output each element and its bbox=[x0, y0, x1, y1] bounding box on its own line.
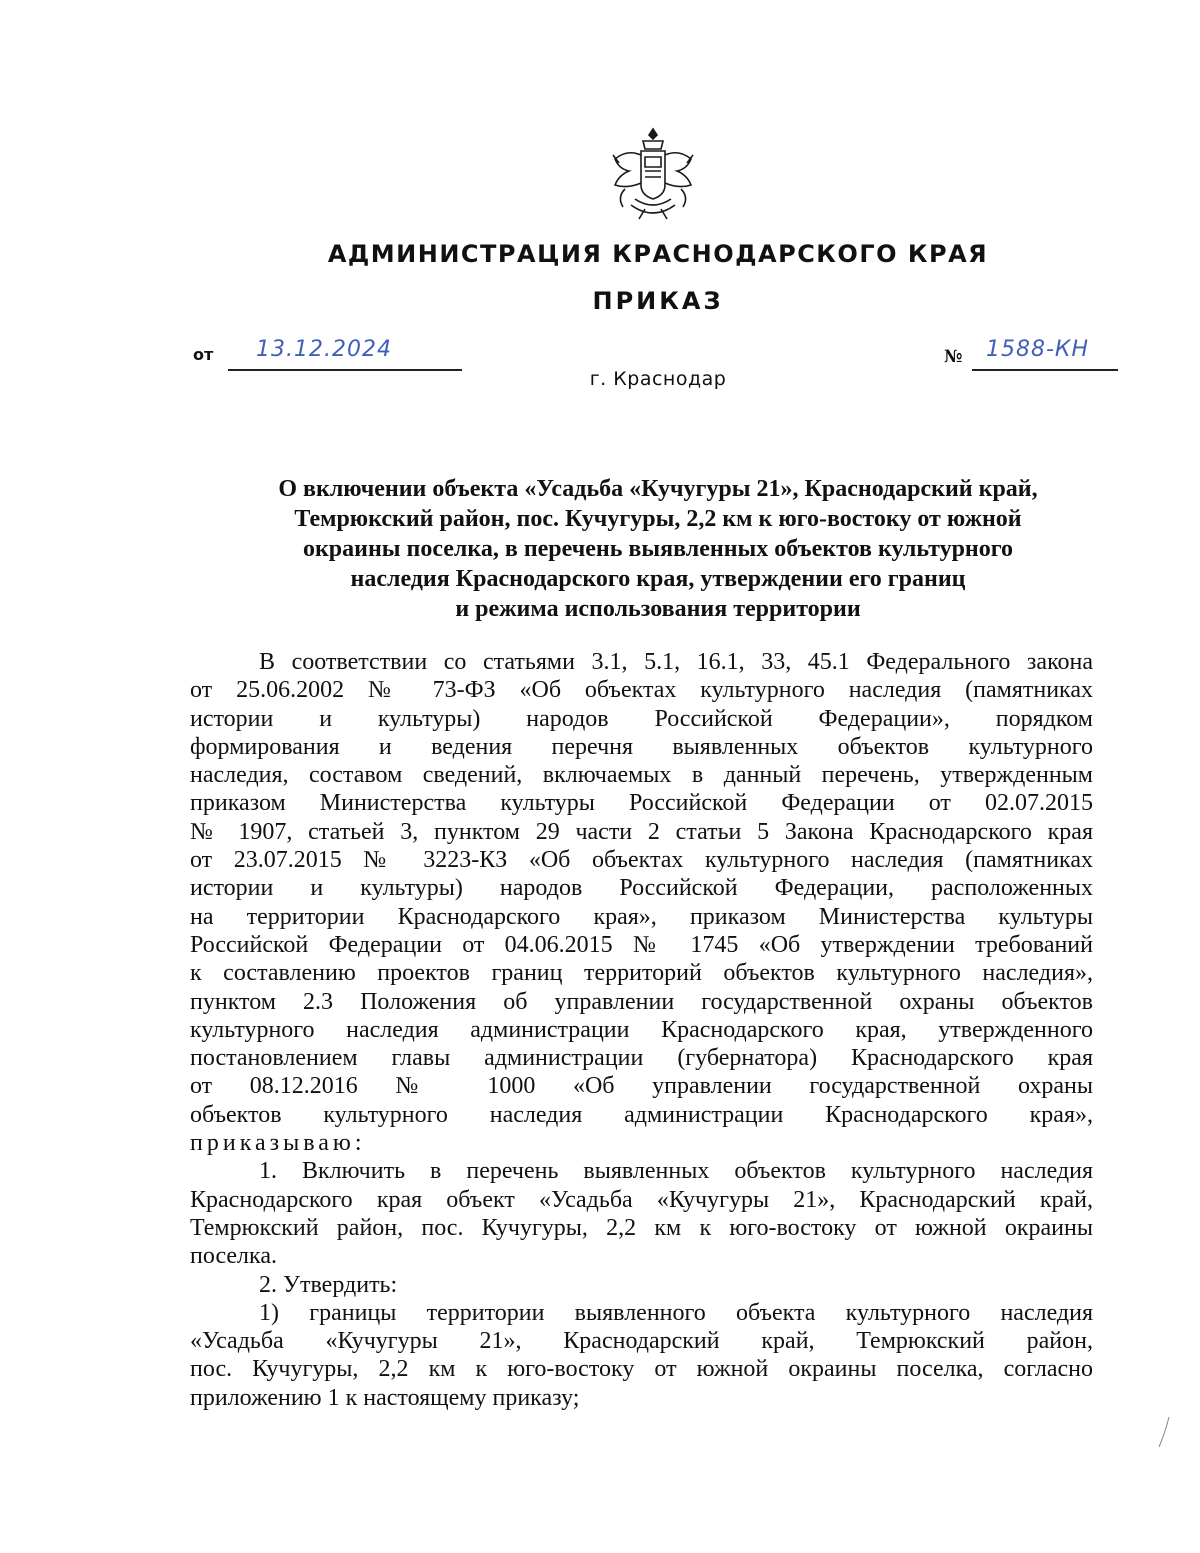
body-line: пунктом 2.3 Положения об управлении государственной охраны объектов bbox=[190, 988, 1093, 1015]
body-line: объектов культурного наследия администрации Краснодарского края», bbox=[190, 1101, 1093, 1128]
date-value: 13.12.2024 bbox=[256, 337, 392, 362]
date-label: от bbox=[193, 345, 214, 364]
body-line: Российской Федерации от 04.06.2015 № 1745 «Об утверждении требований bbox=[190, 931, 1093, 958]
subject-line: наследия Краснодарского края, утверждении его границ bbox=[350, 566, 966, 592]
organization-title: АДМИНИСТРАЦИЯ КРАСНОДАРСКОГО КРАЯ bbox=[327, 240, 989, 268]
body-line: от 08.12.2016 № 1000 «Об управлении государственной охраны bbox=[190, 1073, 1093, 1100]
body-line: приказываю: bbox=[190, 1130, 366, 1157]
coat-of-arms-icon bbox=[605, 125, 701, 225]
body-line: на территории Краснодарского края», приказом Министерства культуры bbox=[190, 903, 1093, 930]
body-line: Темрюкский район, пос. Кучугуры, 2,2 км к юго-востоку от южной окраины bbox=[190, 1214, 1093, 1241]
body-line: поселка. bbox=[190, 1243, 277, 1270]
body-line: от 25.06.2002 № 73-ФЗ «Об объектах культурного наследия (памятниках bbox=[190, 677, 1093, 704]
body-line: приказом Министерства культуры Российской Федерации от 02.07.2015 bbox=[190, 790, 1093, 817]
body-line: наследия, составом сведений, включаемых в данный перечень, утвержденным bbox=[190, 762, 1093, 789]
body-line: к составлению проектов границ территорий объектов культурного наследия», bbox=[190, 960, 1093, 987]
body-line: формирования и ведения перечня выявленных объектов культурного bbox=[190, 733, 1093, 760]
body-line: В соответствии со статьями 3.1, 5.1, 16.1, 33, 45.1 Федерального закона bbox=[259, 649, 1093, 675]
subject-line: Темрюкский район, пос. Кучугуры, 2,2 км к юго-востоку от южной bbox=[294, 506, 1022, 532]
body-line: культурного наследия администрации Краснодарского края, утвержденного bbox=[190, 1016, 1093, 1043]
body-line: истории и культуры) народов Российской Федерации, расположенных bbox=[190, 875, 1093, 902]
number-value: 1588-КН bbox=[986, 337, 1090, 362]
body-line: 1) границы территории выявленного объекта культурного наследия bbox=[259, 1299, 1093, 1326]
body-line: № 1907, статьей 3, пунктом 29 части 2 статьи 5 Закона Краснодарского края bbox=[190, 818, 1093, 845]
body-line: 2. Утвердить: bbox=[259, 1271, 398, 1298]
body-line: 1. Включить в перечень выявленных объектов культурного наследия bbox=[259, 1158, 1093, 1185]
body-line: от 23.07.2015 № 3223-КЗ «Об объектах культурного наследия (памятниках bbox=[190, 847, 1093, 874]
subject-heading bbox=[190, 474, 1126, 624]
body-line: постановлением главы администрации (губернатора) Краснодарского края bbox=[190, 1045, 1093, 1072]
number-label: № bbox=[944, 347, 963, 367]
subject-line: и режима использования территории bbox=[455, 596, 861, 622]
body-line: Краснодарского края объект «Усадьба «Кучугуры 21», Краснодарский край, bbox=[190, 1186, 1093, 1213]
document-type: ПРИКАЗ bbox=[592, 287, 724, 315]
subject-line: О включении объекта «Усадьба «Кучугуры 21», Краснодарский край, bbox=[278, 476, 1038, 502]
body-line: «Усадьба «Кучугуры 21», Краснодарский край, Темрюкский район, bbox=[190, 1328, 1093, 1355]
subject-line: окраины поселка, в перечень выявленных объектов культурного bbox=[302, 536, 1014, 562]
body-text bbox=[190, 648, 1093, 1412]
body-line: пос. Кучугуры, 2,2 км к юго-востоку от южной окраины поселка, согласно bbox=[190, 1356, 1093, 1383]
body-line: истории и культуры) народов Российской Федерации», порядком bbox=[190, 705, 1093, 732]
body-line: приложению 1 к настоящему приказу; bbox=[190, 1384, 580, 1411]
pen-stroke-mark bbox=[1157, 1415, 1171, 1449]
city: г. Краснодар bbox=[589, 368, 727, 390]
